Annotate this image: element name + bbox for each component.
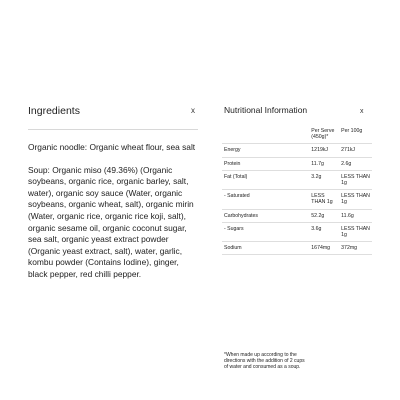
table-row: [222, 190, 372, 209]
table-row: [222, 170, 372, 189]
ingredients-header: [22, 96, 198, 120]
nutrient-name: Fat (Total): [222, 170, 310, 189]
table-row: [222, 209, 372, 222]
nutrient-per-serve: 3.6g: [310, 222, 340, 241]
nutrient-name: Protein: [222, 157, 310, 170]
table-row: [222, 157, 372, 170]
nutrient-per-serve: 1674mg: [310, 242, 340, 255]
ingredients-close-button[interactable]: x: [191, 106, 195, 115]
ingredients-noodle-paragraph: Organic noodle: Organic wheat flour, sea salt: [28, 142, 196, 152]
nutrition-header: [222, 96, 374, 120]
nutrient-name: - Sugars: [222, 222, 310, 241]
nutrient-per-100: 271kJ: [340, 144, 372, 157]
ingredients-soup-paragraph: Soup: Organic miso (49.36%) (Organic soybeans, organic rice, organic barley, salt, water), organic soy sauce (Water, organic soybeans, organic wheat, salt), organic mirin (Water, organic rice, organic rice koji, salt), organic sesame oil, organic coconut sugar, sea salt, organic yeast extract powder (Organic yeast extract, salt), water, garlic, kombu powder (Contains Iodine), ginger, black pepper, red chilli pepper.: [28, 164, 194, 279]
table-row: [222, 242, 372, 255]
nutrition-header-row: [222, 128, 372, 144]
nutrient-name: Energy: [222, 144, 310, 157]
nutrient-per-100: 2.6g: [340, 157, 372, 170]
nutrient-per-100: LESS THAN 1g: [340, 222, 372, 241]
nutrition-panel: [222, 96, 374, 370]
nutrient-per-serve: 52.2g: [310, 209, 340, 222]
nutrient-name: Sodium: [222, 242, 310, 255]
nutrient-name: - Saturated: [222, 190, 310, 209]
table-row: [222, 222, 372, 241]
nutrient-per-serve: LESS THAN 1g: [310, 190, 340, 209]
nutrient-per-serve: 3.2g: [310, 170, 340, 189]
ingredients-title: Ingredients: [28, 105, 80, 117]
nutrition-title: Nutritional Information: [224, 105, 308, 115]
ingredients-divider: [28, 129, 198, 130]
nutrient-per-serve: 11.7g: [310, 157, 340, 170]
nutrition-table: [222, 128, 372, 255]
nutrient-per-100: 372mg: [340, 242, 372, 255]
nutrient-per-serve: 1219kJ: [310, 144, 340, 157]
nutrition-header-name: [222, 128, 310, 144]
nutrient-name: Carbohydrates: [222, 209, 310, 222]
nutrition-footnote: *When made up according to the directions with the addition of 2 cups of water and consumed as a soup.: [224, 352, 305, 370]
nutrition-close-button[interactable]: x: [360, 108, 364, 115]
nutrient-per-100: 11.6g: [340, 209, 372, 222]
nutrient-per-100: LESS THAN 1g: [340, 190, 372, 209]
table-row: [222, 144, 372, 157]
nutrition-header-per-serve: Per Serve (450g)*: [310, 128, 340, 144]
ingredients-panel: [22, 96, 198, 279]
nutrition-header-per-100: Per 100g: [340, 128, 372, 144]
ingredients-text: [28, 142, 196, 292]
nutrient-per-100: LESS THAN 1g: [340, 170, 372, 189]
